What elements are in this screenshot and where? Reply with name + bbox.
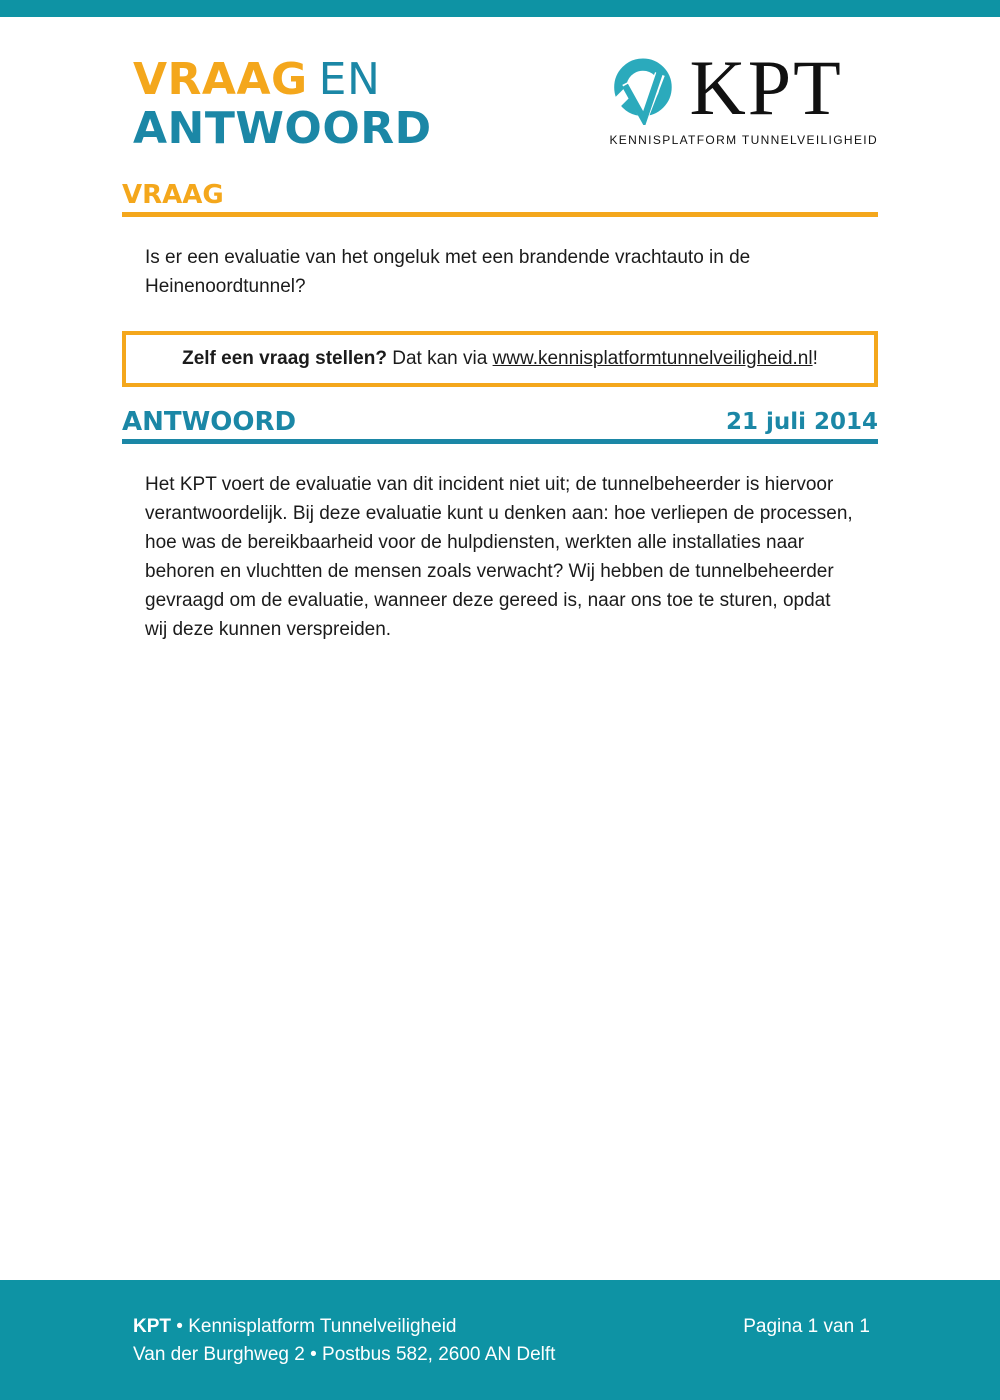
footer-org-block — [133, 1313, 555, 1369]
footer-org-name: • Kennisplatform Tunnelveiligheid — [171, 1316, 457, 1337]
antwoord-section-heading: ANTWOORD — [122, 407, 297, 437]
ask-question-callout — [122, 331, 878, 387]
kpt-logo-top — [609, 44, 843, 131]
antwoord-heading-row — [122, 408, 878, 436]
top-color-band — [0, 0, 1000, 17]
answer-text: Het KPT voert de evaluatie van dit incident niet uit; de tunnelbeheerder is hiervoor verantwoordelijk. Bij deze evaluatie kunt u denken aan: hoe verliepen de processen, hoe was de bereikbaarheid voor de hulpdiensten, werkten alle installaties naar behoren en vluchtten de mensen zoals verwacht? Wij hebben de tunnelbeheerder gevraagd om de evaluatie, wanneer deze gereed is, naar ons toe te sturen, opdat wij deze kunnen verspreiden. — [145, 474, 853, 640]
callout-bold-text: Zelf een vraag stellen? — [182, 348, 387, 369]
title-en: EN — [318, 54, 381, 105]
title-vraag: VRAAG — [133, 54, 308, 105]
kpt-logo — [609, 44, 878, 147]
vraag-divider — [122, 212, 878, 217]
callout-suffix: ! — [812, 348, 818, 369]
footer-org-abbr: KPT — [133, 1316, 171, 1337]
callout-middle-text: Dat kan via — [386, 348, 493, 369]
kpt-logo-text: KPT — [689, 44, 843, 131]
document-body — [122, 153, 878, 644]
title-antwoord: ANTWOORD — [133, 103, 432, 154]
tunnel-check-icon — [609, 57, 675, 125]
footer-address: Van der Burghweg 2 • Postbus 582, 2600 AN Delft — [133, 1344, 556, 1365]
footer-org-line — [133, 1313, 555, 1341]
kpt-website-link[interactable]: www.kennisplatformtunnelveiligheid.nl — [492, 348, 813, 369]
kpt-logo-tagline: KENNISPLATFORM TUNNELVEILIGHEID — [609, 133, 878, 147]
question-text: Is er een evaluatie van het ongeluk met een brandende vrachtauto in de Heinenoordtunnel? — [145, 247, 751, 297]
answer-date: 21 juli 2014 — [725, 409, 878, 435]
page-footer — [0, 1280, 1000, 1400]
antwoord-divider — [122, 439, 878, 444]
page-title — [133, 55, 432, 153]
vraag-section-heading: VRAAG — [122, 180, 224, 210]
page-header — [133, 44, 878, 154]
footer-page-number: Pagina 1 van 1 — [743, 1316, 870, 1337]
page-title-line1 — [133, 55, 432, 104]
